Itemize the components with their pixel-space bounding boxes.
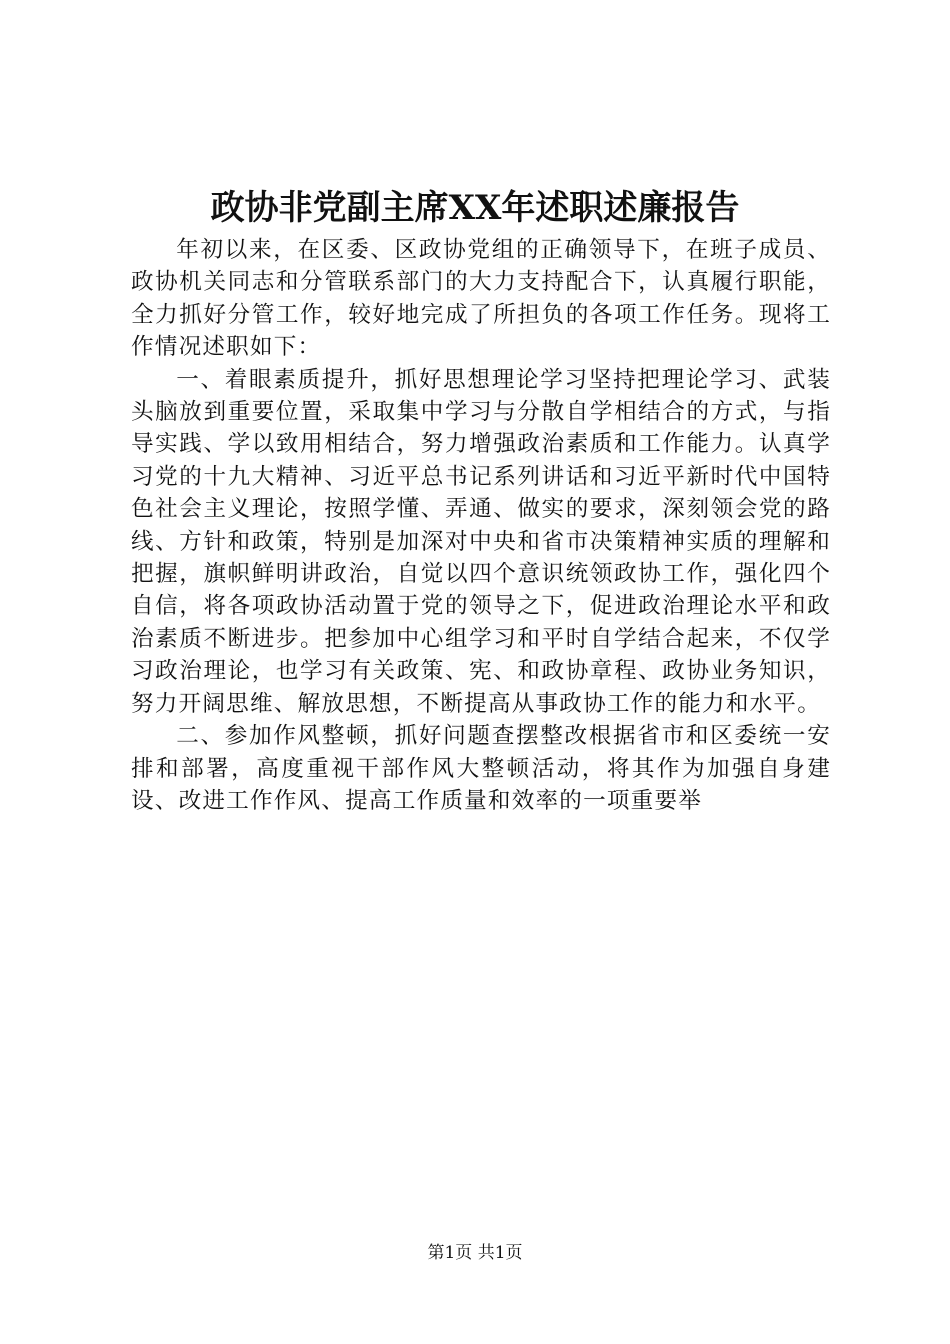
page-footer: 第1页 共1页 — [427, 1243, 523, 1263]
paragraph-intro: 年初以来，在区委、区政协党组的正确领导下，在班子成员、政协机关同志和分管联系部门的大力支持配合下，认真履行职能，全力抓好分管工作，较好地完成了所担负的各项工作任务。现将工作情况述职如下： — [131, 237, 831, 361]
paragraph-section-1: 一、着眼素质提升，抓好思想理论学习坚持把理论学习、武装头脑放到重要位置，采取集中学习与分散自学相结合的方式，与指导实践、学以致用相结合，努力增强政治素质和工作能力。认真学习党的十九大精神、习近平总书记系列讲话和习近平新时代中国特色社会主义理论，按照学懂、弄通、做实的要求，深刻领会党的路线、方针和政策，特别是加深对中央和省市决策精神实质的理解和把握，旗帜鲜明讲政治，自觉以四个意识统领政协工作，强化四个自信，将各项政协活动置于党的领导之下，促进政治理论水平和政治素质不断进步。把参加中心组学习和平时自学结合起来，不仅学习政治理论，也学习有关政策、宪、和政协章程、政协业务知识，努力开阔思维、解放思想，不断提高从事政协工作的能力和水平。 — [131, 366, 831, 717]
paragraph-section-2: 二、参加作风整顿，抓好问题查摆整改根据省市和区委统一安排和部署，高度重视干部作风大整顿活动，将其作为加强自身建设、改进工作作风、提高工作质量和效率的一项重要举 — [131, 723, 831, 814]
document-body — [131, 234, 831, 817]
document-title: 政协非党副主席XX年述职述廉报告 — [210, 188, 740, 228]
